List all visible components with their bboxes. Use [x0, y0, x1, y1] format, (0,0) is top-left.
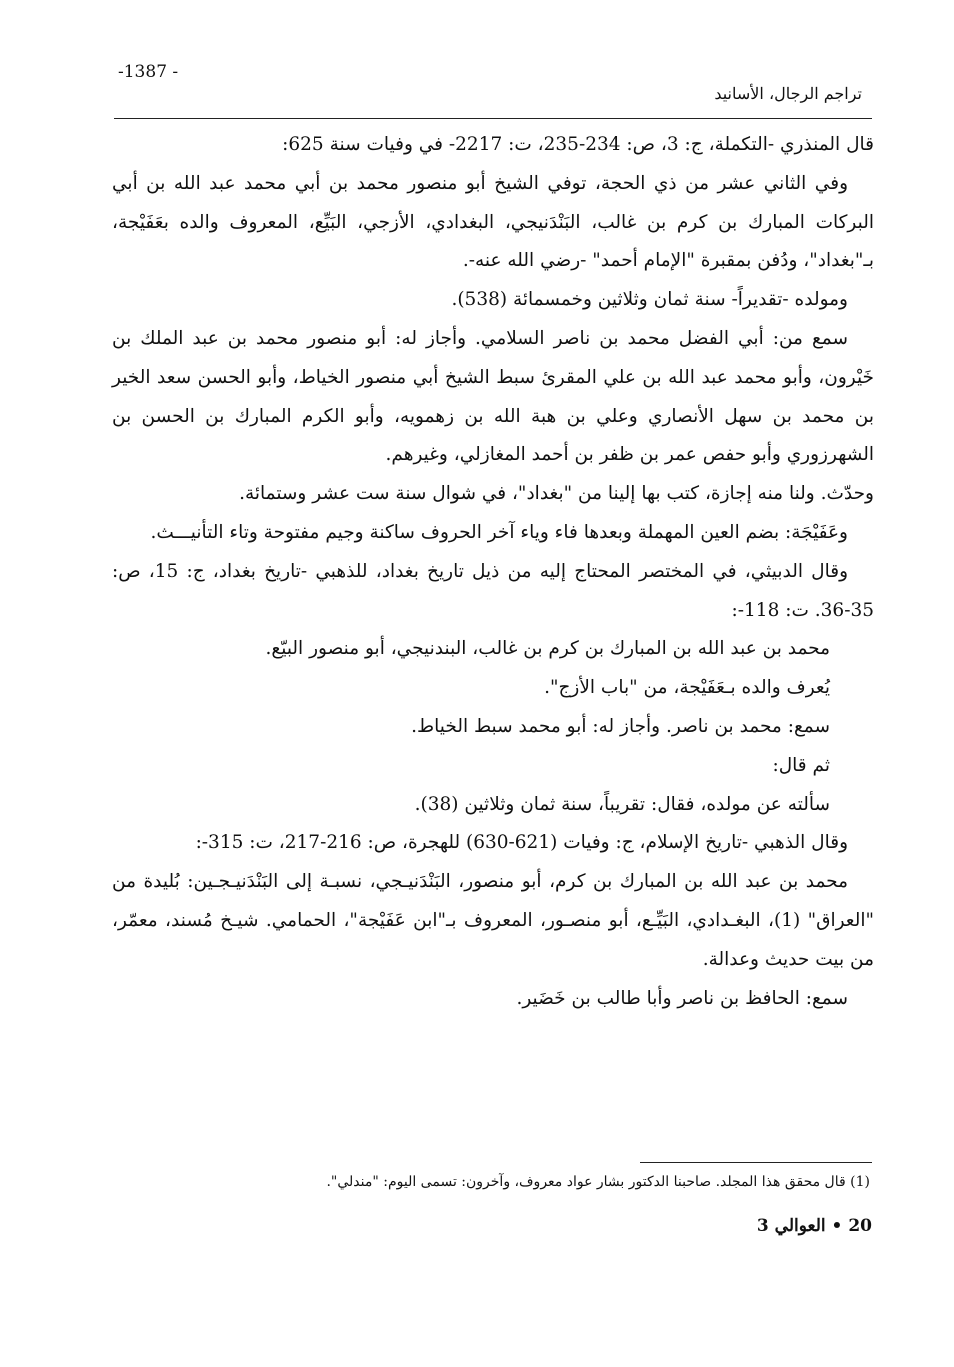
- footnote-divider: [640, 1162, 872, 1163]
- paragraph-death-notice: وفي الثاني عشر من ذي الحجة، توفي الشيخ أبو منصور محمد بن أبي محمد عبد الله بن أبي البركات المبارك بن كرم بن غالب، البَنْدَنيجي، البغدادي، الأزجي، البَيِّع، المعروف والده بعَفَيْجة، بـ"بغداد"، ودُفن بمقبرة "الإمام أحمد" -رضي الله عنه-.: [112, 172, 874, 272]
- running-title: تراجم الرجال، الأسانيد: [714, 84, 862, 103]
- paragraph-dhahabi-citation: وقال الذهبي -تاريخ الإسلام، ج: وفيات (621-630) للهجرة، ص: 216-217، ت: 315-:: [195, 832, 848, 854]
- footnote: (1) قال محقق هذا المجلد. صاحبنا الدكتور بشار عواد معروف، وآخرون: تسمى اليوم: "مندلي".: [326, 1174, 870, 1190]
- main-text: [112, 126, 874, 1018]
- page-number: -1387 -: [118, 62, 179, 82]
- paragraph-teachers: سمع من: أبي الفضل محمد بن ناصر السلامي. وأجاز له: أبو منصور محمد بن عبد الملك بن خَيْرون، وأبو محمد عبد الله بن علي المقرئ سبط الشيخ أبي منصور الخياط، وأبو الحسن سعد الخير بن محمد بن سهل الأنصاري وعلي بن هبة الله بن زهمويه، وأبو الكرم المبارك بن الحسن بن الشهرزوري وأبو حفص عمر بن ظفر بن أحمد المغازلي، وغيرهم.: [112, 327, 874, 466]
- paragraph-then-said: ثم قال:: [772, 754, 830, 776]
- paragraph-dubaythi-heard: سمع: محمد بن ناصر. وأجاز له: أبو محمد سبط الخياط.: [411, 715, 830, 737]
- paragraph-dubaythi-citation: وقال الدبيثي، في المختصر المحتاج إليه من ذيل تاريخ بغداد، للذهبي -تاريخ بغداد، ج: 15، ص: 35-36. ت: 118-:: [112, 560, 874, 621]
- header-divider: [114, 118, 872, 119]
- paragraph-afayja-definition: وعَفَيْجَة: بضم العين المهملة وبعدها فاء وياء آخر الحروف ساكنة وجيم مفتوحة وتاء التأنيـــث.: [150, 521, 848, 543]
- paragraph-dhahabi-entry: محمد بن عبد الله بن المبارك بن كرم، أبو منصور، البَنْدَنيـجي، نسبـة إلى البَنْدَنيـجـين: بُليدة من "العراق" (1)، البغـدادي، البَيِّـع، أبو منصـور، المعروف بـ"ابن عَفَيْجة"، الحمامي. شيـخ مُسند، معمّر، من بيت حديث وعدالة.: [112, 871, 874, 970]
- paragraph-birth: ومولده -تقديراً- سنة ثمان وثلاثين وخمسمائة (538).: [451, 289, 848, 311]
- paragraph-mundhiri-citation: قال المنذري -التكملة، ج: 3، ص: 234-235، ت: 2217- في وفيات سنة 625:: [282, 134, 874, 155]
- paragraph-narration: وحدّث. ولنا منه إجازة، كتب بها إلينا من "بغداد"، في شوال سنة ست عشر وستمائة.: [239, 483, 874, 505]
- paragraph-dubaythi-name: محمد بن عبد الله بن المبارك بن كرم بن غالب، البندنيجي، أبو منصور البيّع.: [265, 638, 830, 660]
- paragraph-dhahabi-heard: سمع: الحافظ بن ناصر وأبا طالب بن خَضَير.: [516, 987, 848, 1009]
- page-footer: 20 • العوالي 3: [756, 1216, 872, 1236]
- paragraph-dubaythi-father: يُعرف والده بـعَفَيْجة، من "باب الأزج".: [544, 677, 830, 699]
- paragraph-asked-birth: سألته عن مولده، فقال: تقريباً، سنة ثمان وثلاثين (38).: [414, 793, 830, 815]
